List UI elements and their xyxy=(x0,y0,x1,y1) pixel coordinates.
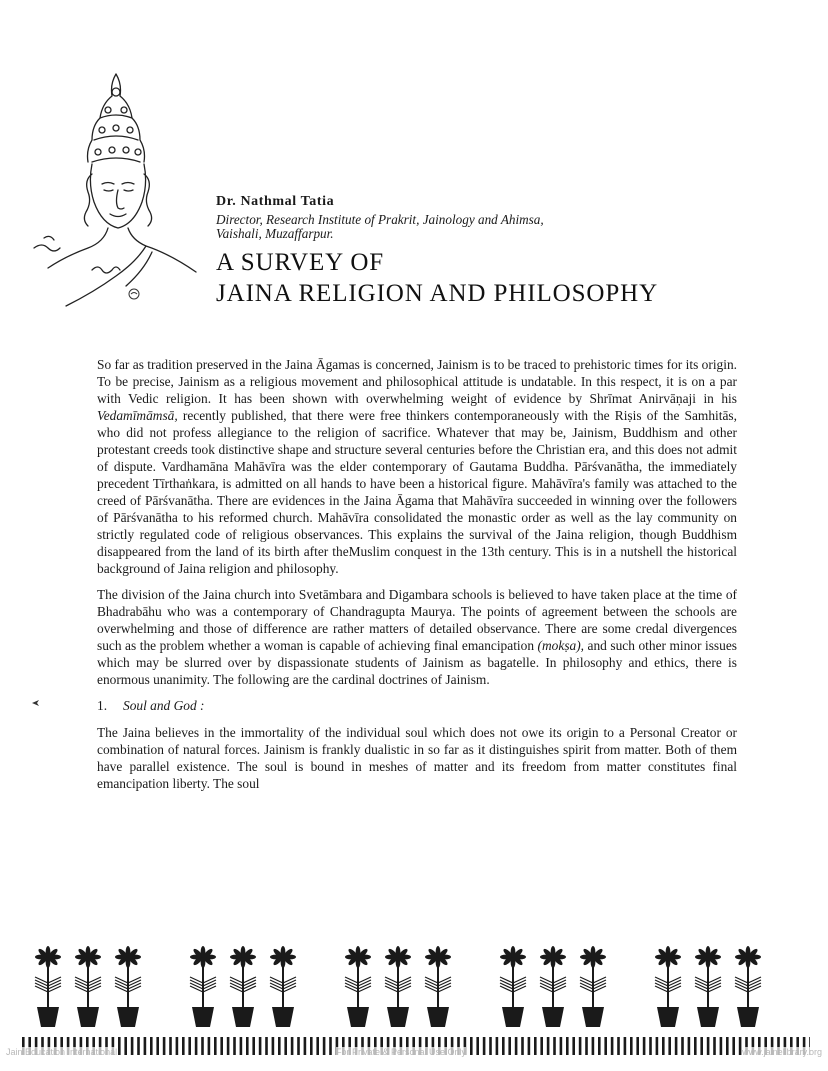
paragraph-1-italic: Vedamīmāmsā, xyxy=(97,408,178,423)
footer-middle-text: For Private & Personal Use Only xyxy=(336,1047,467,1057)
author-affiliation xyxy=(216,213,776,241)
tirthankara-head-illustration xyxy=(28,62,208,312)
paragraph-1-text: So far as tradition preserved in the Jaina Āgamas is concerned, Jainism is to be traced to prehistoric times for its origin. To be precise, Jainism as a religious movement and philosophical attitude is undatable. In this respect, it is on a par with Vedic religion. It has been shown with overwhelming weight of evidence by Shrīmat Anirvāṇaji in his xyxy=(97,357,737,406)
flower-pot xyxy=(735,946,761,1027)
flower-pot xyxy=(695,946,721,1027)
small-circle-emblem-icon xyxy=(129,289,139,299)
author-block xyxy=(216,194,776,309)
footer-left-text: Jain Education International xyxy=(6,1047,118,1057)
margin-arrow-mark-icon xyxy=(31,699,41,707)
flower-pot xyxy=(270,946,296,1027)
section-heading xyxy=(97,697,737,714)
paragraph-2-text: The division of the Jaina church into Svetāmbara and Digambara schools is believed to have taken place at the time of Bhadrabāhu who was a contemporary of Chandragupta Maurya. The points of agreement between the schools are overwhelming and those of difference are rather matters of detailed observance. There are some credal divergences such as the problem whether a woman is capable of achieving final emancipation xyxy=(97,587,737,653)
page-footer xyxy=(6,1047,822,1061)
section-title: Soul and God : xyxy=(123,698,205,713)
flower-pot xyxy=(500,946,526,1027)
flower-pot xyxy=(580,946,606,1027)
paragraph-2-text-rest: and such other minor issues which may be slurred over by dispassionate students of Jainism as bagatelle. In philosophy and ethics, there is enormous unanimity. The following are the cardinal doctrines of Jainism. xyxy=(97,638,737,687)
article-body xyxy=(97,356,737,792)
article-title-line-2: JAINA RELIGION AND PHILOSOPHY xyxy=(216,280,659,307)
flower-pot xyxy=(385,946,411,1027)
flower-pot xyxy=(345,946,371,1027)
author-role-line-2: Vaishali, Muzaffarpur. xyxy=(216,226,334,241)
author-name: Dr. Nathmal Tatia xyxy=(216,194,335,209)
flower-pot xyxy=(35,946,61,1027)
flower-pot xyxy=(75,946,101,1027)
footer-right-text: www.jainelibrary.org xyxy=(742,1047,822,1057)
flower-pot xyxy=(655,946,681,1027)
paragraph-2-italic: (mokṣa), xyxy=(537,638,585,653)
flower-pot xyxy=(425,946,451,1027)
author-role-line-1: Director, Research Institute of Prakrit, Jainology and Ahimsa, xyxy=(216,212,544,227)
paragraph-2 xyxy=(97,586,737,688)
jaina-tirthankara-head-icon xyxy=(34,74,196,306)
section-number: 1. xyxy=(97,698,108,713)
paragraph-3: The Jaina believes in the immortality of the individual soul which does not owe its origin to a Personal Creator or combination of natural forces. Jainism is frankly dualistic in so far as it distinguishes spirit from matter. Both of them have parallel existence. The soul is bound in meshes of matter and its freedom from matter constitutes final emancipation liberty. The soul xyxy=(97,725,737,791)
paragraph-1 xyxy=(97,356,737,577)
flower-pot xyxy=(115,946,141,1027)
flower-pot xyxy=(540,946,566,1027)
flower-pot xyxy=(190,946,216,1027)
flower-pot xyxy=(230,946,256,1027)
paragraph-1-text-rest: recently published, that there were free thinkers contemporaneously with the Riṣis of the Samhitās, who did not profess allegiance to the religion of sacrifice. Whatever that may be, Jainism, Buddhism and other protestant creeds took distinctive shape and structure several centuries before the Christian era, and this does not admit of dispute. Vardhamāna Mahāvīra was the elder contemporary of Gautama Buddha. Pārśvanātha, the immediately precedent Tīrthaṅkara, is admitted on all hands to have been a historical figure. Mahāvīra's family was attached to the creed of Pārśvanātha. There are evidences in the Jaina Āgama that Mahāvīra succeeded in winning over the followers of Pārśvanātha to his reformed church. Mahāvīra consolidated the monastic order as well as the lay community on strictly regulated code of religious observances. This explains the survival of the Jaina religion, though Buddhism disappeared from the land of its birth after theMuslim conquest in the 13th century. This is in a nutshell the historical background of Jaina religion and philosophy. xyxy=(97,408,737,576)
article-title-line-1: A SURVEY OF xyxy=(216,249,385,276)
